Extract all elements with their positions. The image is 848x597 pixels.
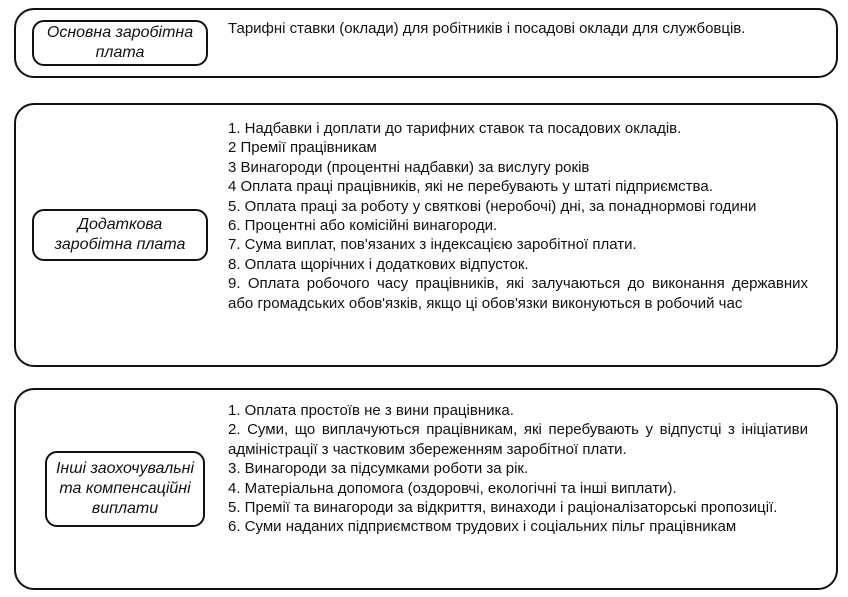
list-item: 6. Суми наданих підприємством трудових і соціальних пільг працівникам — [228, 518, 737, 536]
block-basic-salary — [14, 8, 838, 78]
label-basic-salary — [32, 20, 208, 66]
list-item: 1. Надбавки і доплати до тарифних ставок та посадових окладів. — [228, 120, 682, 137]
label-other-payments-text: Інші заохочувальні та компенсаційні виплати — [55, 460, 195, 517]
list-item: 3 Винагороди (процентні надбавки) за вислугу років — [228, 158, 590, 176]
content-additional-salary — [228, 119, 808, 313]
list-item: 9. Оплата робочого часу працівників, які залучаються до виконання державних або громадських обов'язків, якщо ці обов'язки виконуються в робочий час — [228, 275, 808, 312]
block-other-payments — [14, 388, 838, 590]
block-additional-salary — [14, 103, 838, 367]
list-item: 2. Суми, що виплачуються працівникам, які перебувають у відпустці з ініціативи адміністрації з частковим збереженням заробітної плати. — [228, 421, 808, 458]
label-basic-salary-text: Основна заробітна плата — [46, 24, 194, 61]
list-item: 7. Сума виплат, пов'язаних з індексацією заробітної плати. — [228, 236, 637, 254]
list-item: 4. Матеріальна допомога (оздоровчі, екологічні та інші виплати). — [228, 479, 677, 497]
list-item: 5. Оплата праці за роботу у святкові (неробочі) дні, за понаднормові години — [228, 197, 757, 215]
label-additional-salary-text: Додаткова заробітна плата — [54, 216, 186, 253]
list-item: 1. Оплата простоїв не з вини працівника. — [228, 402, 514, 419]
label-additional-salary — [32, 209, 208, 261]
label-other-payments — [45, 451, 205, 527]
list-item: 6. Процентні або комісійні винагороди. — [228, 217, 498, 235]
list-item: Тарифні ставки (оклади) для робітників і посадові оклади для службовців. — [228, 20, 746, 37]
list-item: 2 Премії працівникам — [228, 139, 377, 157]
list-item: 8. Оплата щорічних і додаткових відпусток. — [228, 255, 529, 273]
content-other-payments — [228, 401, 808, 537]
list-item: 5. Премії та винагороди за відкриття, винаходи і раціоналізаторські пропозиції. — [228, 499, 778, 517]
list-item: 3. Винагороди за підсумками роботи за рік. — [228, 460, 529, 478]
content-basic-salary — [228, 19, 748, 38]
list-item: 4 Оплата праці працівників, які не перебувають у штаті підприємства. — [228, 178, 713, 196]
